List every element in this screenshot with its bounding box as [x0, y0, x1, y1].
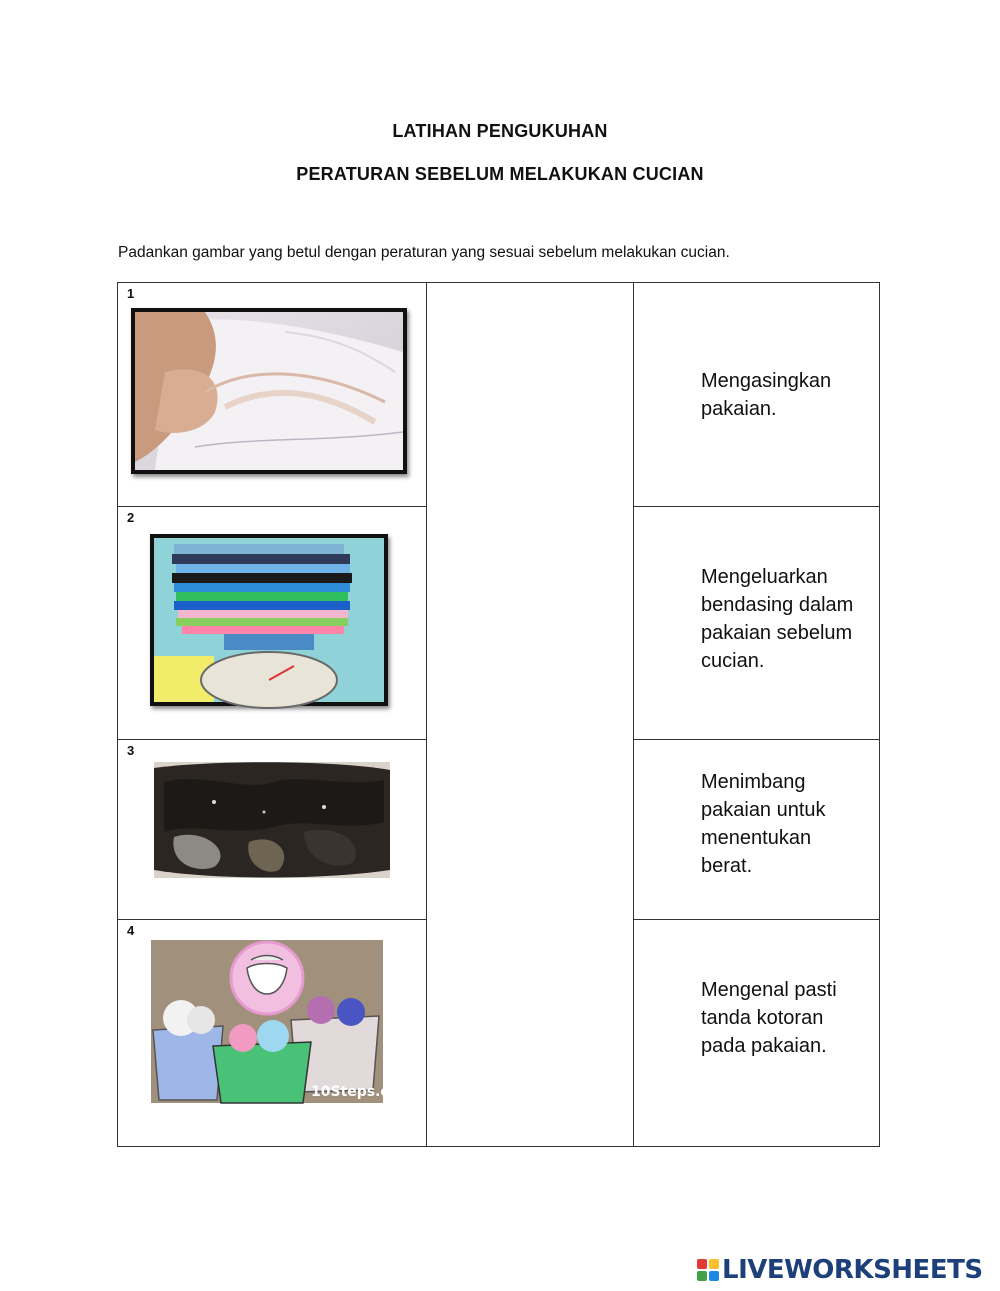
- rule-cell-4[interactable]: [634, 920, 880, 1147]
- logo-blocks-icon: [697, 1259, 719, 1281]
- rule-text-3: [701, 768, 826, 880]
- liveworksheets-logo: [697, 1255, 983, 1285]
- row-number: 4: [127, 923, 135, 938]
- rule-line: Mengenal pasti tanda kotoran pada pakaian.: [701, 979, 837, 1057]
- worksheet-subtitle: PERATURAN SEBELUM MELAKUKAN CUCIAN: [296, 164, 704, 184]
- instruction-text: Padankan gambar yang betul dengan peraturan yang sesuai sebelum melakukan cucian.: [118, 244, 730, 261]
- rule-line: Mengasingkan pakaian.: [701, 370, 832, 420]
- image-cell-2[interactable]: [118, 507, 427, 740]
- rule-text-4: [701, 976, 837, 1060]
- image-watermark: 10Steps.org: [311, 1084, 407, 1100]
- stained-shirt-image[interactable]: [131, 308, 407, 474]
- image-cell-1[interactable]: [118, 283, 427, 507]
- matching-area[interactable]: [427, 283, 634, 1147]
- rule-text-1: [701, 367, 831, 423]
- matching-table: [117, 282, 880, 1147]
- weighing-clothes-image[interactable]: [150, 534, 388, 706]
- worksheet-title: LATIHAN PENGUKUHAN: [392, 121, 608, 141]
- image-cell-3[interactable]: [118, 740, 427, 920]
- row-number: 3: [127, 743, 135, 758]
- rule-cell-2[interactable]: [634, 507, 880, 740]
- image-cell-4[interactable]: [118, 920, 427, 1147]
- laundry-baskets-image[interactable]: [151, 940, 407, 1103]
- rule-line: Menimbang pakaian untuk menentukan berat.: [701, 771, 826, 877]
- rule-cell-1[interactable]: [634, 283, 880, 507]
- logo-text: LIVEWORKSHEETS: [722, 1255, 983, 1285]
- row-number: 2: [127, 510, 135, 525]
- dark-laundry-image[interactable]: [154, 762, 390, 878]
- rule-text-2: [701, 563, 853, 675]
- row-number: 1: [127, 286, 135, 301]
- rule-line: Mengeluarkan bendasing dalam pakaian sebelum cucian.: [701, 566, 854, 672]
- rule-cell-3[interactable]: [634, 740, 880, 920]
